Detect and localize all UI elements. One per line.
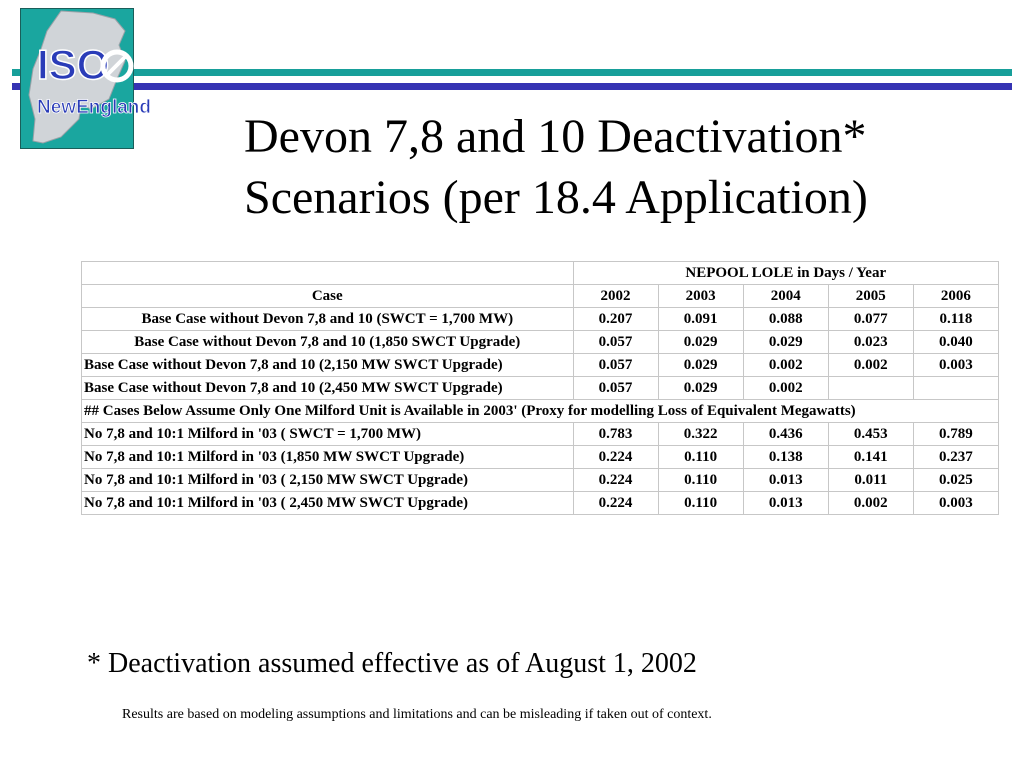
case-cell: Base Case without Devon 7,8 and 10 (2,450 MW SWCT Upgrade) bbox=[82, 377, 574, 400]
results-disclaimer: Results are based on modeling assumptions and limitations and can be misleading if taken out of context. bbox=[122, 707, 712, 722]
lole-value-cell: 0.002 bbox=[828, 354, 913, 377]
lole-value-cell bbox=[913, 377, 998, 400]
iso-new-england-logo bbox=[20, 8, 152, 149]
column-header-year: 2005 bbox=[828, 285, 913, 308]
lole-value-cell: 0.002 bbox=[743, 354, 828, 377]
lole-table-container bbox=[81, 261, 999, 515]
lole-value-cell: 0.224 bbox=[573, 492, 658, 515]
table-row bbox=[82, 331, 999, 354]
column-header-case: Case bbox=[82, 285, 574, 308]
lole-value-cell: 0.057 bbox=[573, 377, 658, 400]
lole-value-cell: 0.453 bbox=[828, 423, 913, 446]
column-header-year: 2003 bbox=[658, 285, 743, 308]
lole-value-cell: 0.207 bbox=[573, 308, 658, 331]
lole-value-cell: 0.029 bbox=[658, 377, 743, 400]
case-cell: Base Case without Devon 7,8 and 10 (SWCT = 1,700 MW) bbox=[82, 308, 574, 331]
lole-value-cell: 0.003 bbox=[913, 354, 998, 377]
lole-value-cell: 0.029 bbox=[743, 331, 828, 354]
lole-value-cell: 0.025 bbox=[913, 469, 998, 492]
lole-value-cell: 0.436 bbox=[743, 423, 828, 446]
lole-value-cell: 0.224 bbox=[573, 469, 658, 492]
lole-value-cell: 0.110 bbox=[658, 492, 743, 515]
lole-value-cell: 0.029 bbox=[658, 331, 743, 354]
header-bar-blue bbox=[12, 83, 1012, 90]
case-cell: No 7,8 and 10:1 Milford in '03 ( SWCT = 1,700 MW) bbox=[82, 423, 574, 446]
lole-value-cell: 0.322 bbox=[658, 423, 743, 446]
lole-value-cell: 0.110 bbox=[658, 469, 743, 492]
table-row bbox=[82, 446, 999, 469]
table-row bbox=[82, 308, 999, 331]
lole-value-cell: 0.002 bbox=[828, 492, 913, 515]
table-empty-cell bbox=[82, 262, 574, 285]
table-group-header-row bbox=[82, 262, 999, 285]
table-header-row bbox=[82, 285, 999, 308]
table-row bbox=[82, 354, 999, 377]
case-cell: No 7,8 and 10:1 Milford in '03 ( 2,450 MW SWCT Upgrade) bbox=[82, 492, 574, 515]
lole-value-cell: 0.023 bbox=[828, 331, 913, 354]
case-cell: No 7,8 and 10:1 Milford in '03 (1,850 MW SWCT Upgrade) bbox=[82, 446, 574, 469]
lole-value-cell: 0.138 bbox=[743, 446, 828, 469]
table-group-header: NEPOOL LOLE in Days / Year bbox=[573, 262, 998, 285]
lole-value-cell: 0.077 bbox=[828, 308, 913, 331]
lole-value-cell: 0.057 bbox=[573, 354, 658, 377]
lole-value-cell: 0.011 bbox=[828, 469, 913, 492]
logo-newengland-text: NewEngland bbox=[37, 97, 152, 118]
table-row bbox=[82, 469, 999, 492]
lole-value-cell: 0.091 bbox=[658, 308, 743, 331]
header-bar-teal bbox=[12, 69, 1012, 76]
lole-value-cell bbox=[828, 377, 913, 400]
lole-value-cell: 0.088 bbox=[743, 308, 828, 331]
lole-table-body bbox=[82, 262, 999, 515]
column-header-year: 2004 bbox=[743, 285, 828, 308]
deactivation-footnote: * Deactivation assumed effective as of August 1, 2002 bbox=[87, 648, 697, 679]
lole-value-cell: 0.110 bbox=[658, 446, 743, 469]
logo-iso-text: ISO bbox=[37, 41, 110, 88]
table-row bbox=[82, 423, 999, 446]
lole-value-cell: 0.003 bbox=[913, 492, 998, 515]
lole-value-cell: 0.029 bbox=[658, 354, 743, 377]
lole-value-cell: 0.789 bbox=[913, 423, 998, 446]
table-row bbox=[82, 492, 999, 515]
lole-value-cell: 0.783 bbox=[573, 423, 658, 446]
lole-value-cell: 0.040 bbox=[913, 331, 998, 354]
lole-value-cell: 0.141 bbox=[828, 446, 913, 469]
new-england-map-icon bbox=[21, 9, 152, 150]
lole-value-cell: 0.118 bbox=[913, 308, 998, 331]
milford-assumption-note: ## Cases Below Assume Only One Milford Unit is Available in 2003' (Proxy for modelling Loss of Equivalent Megawatts) bbox=[82, 400, 999, 423]
lole-table bbox=[81, 261, 999, 515]
lole-value-cell: 0.224 bbox=[573, 446, 658, 469]
lole-value-cell: 0.013 bbox=[743, 469, 828, 492]
lole-value-cell: 0.057 bbox=[573, 331, 658, 354]
table-row bbox=[82, 377, 999, 400]
table-note-row bbox=[82, 400, 999, 423]
column-header-year: 2006 bbox=[913, 285, 998, 308]
case-cell: Base Case without Devon 7,8 and 10 (1,850 SWCT Upgrade) bbox=[82, 331, 574, 354]
column-header-year: 2002 bbox=[573, 285, 658, 308]
slide-title-line1: Devon 7,8 and 10 Deactivation* bbox=[244, 110, 867, 163]
slide-title-line2: Scenarios (per 18.4 Application) bbox=[244, 171, 868, 224]
slide-title bbox=[244, 106, 1004, 228]
case-cell: No 7,8 and 10:1 Milford in '03 ( 2,150 MW SWCT Upgrade) bbox=[82, 469, 574, 492]
case-cell: Base Case without Devon 7,8 and 10 (2,150 MW SWCT Upgrade) bbox=[82, 354, 574, 377]
lole-value-cell: 0.013 bbox=[743, 492, 828, 515]
lole-value-cell: 0.002 bbox=[743, 377, 828, 400]
lole-value-cell: 0.237 bbox=[913, 446, 998, 469]
